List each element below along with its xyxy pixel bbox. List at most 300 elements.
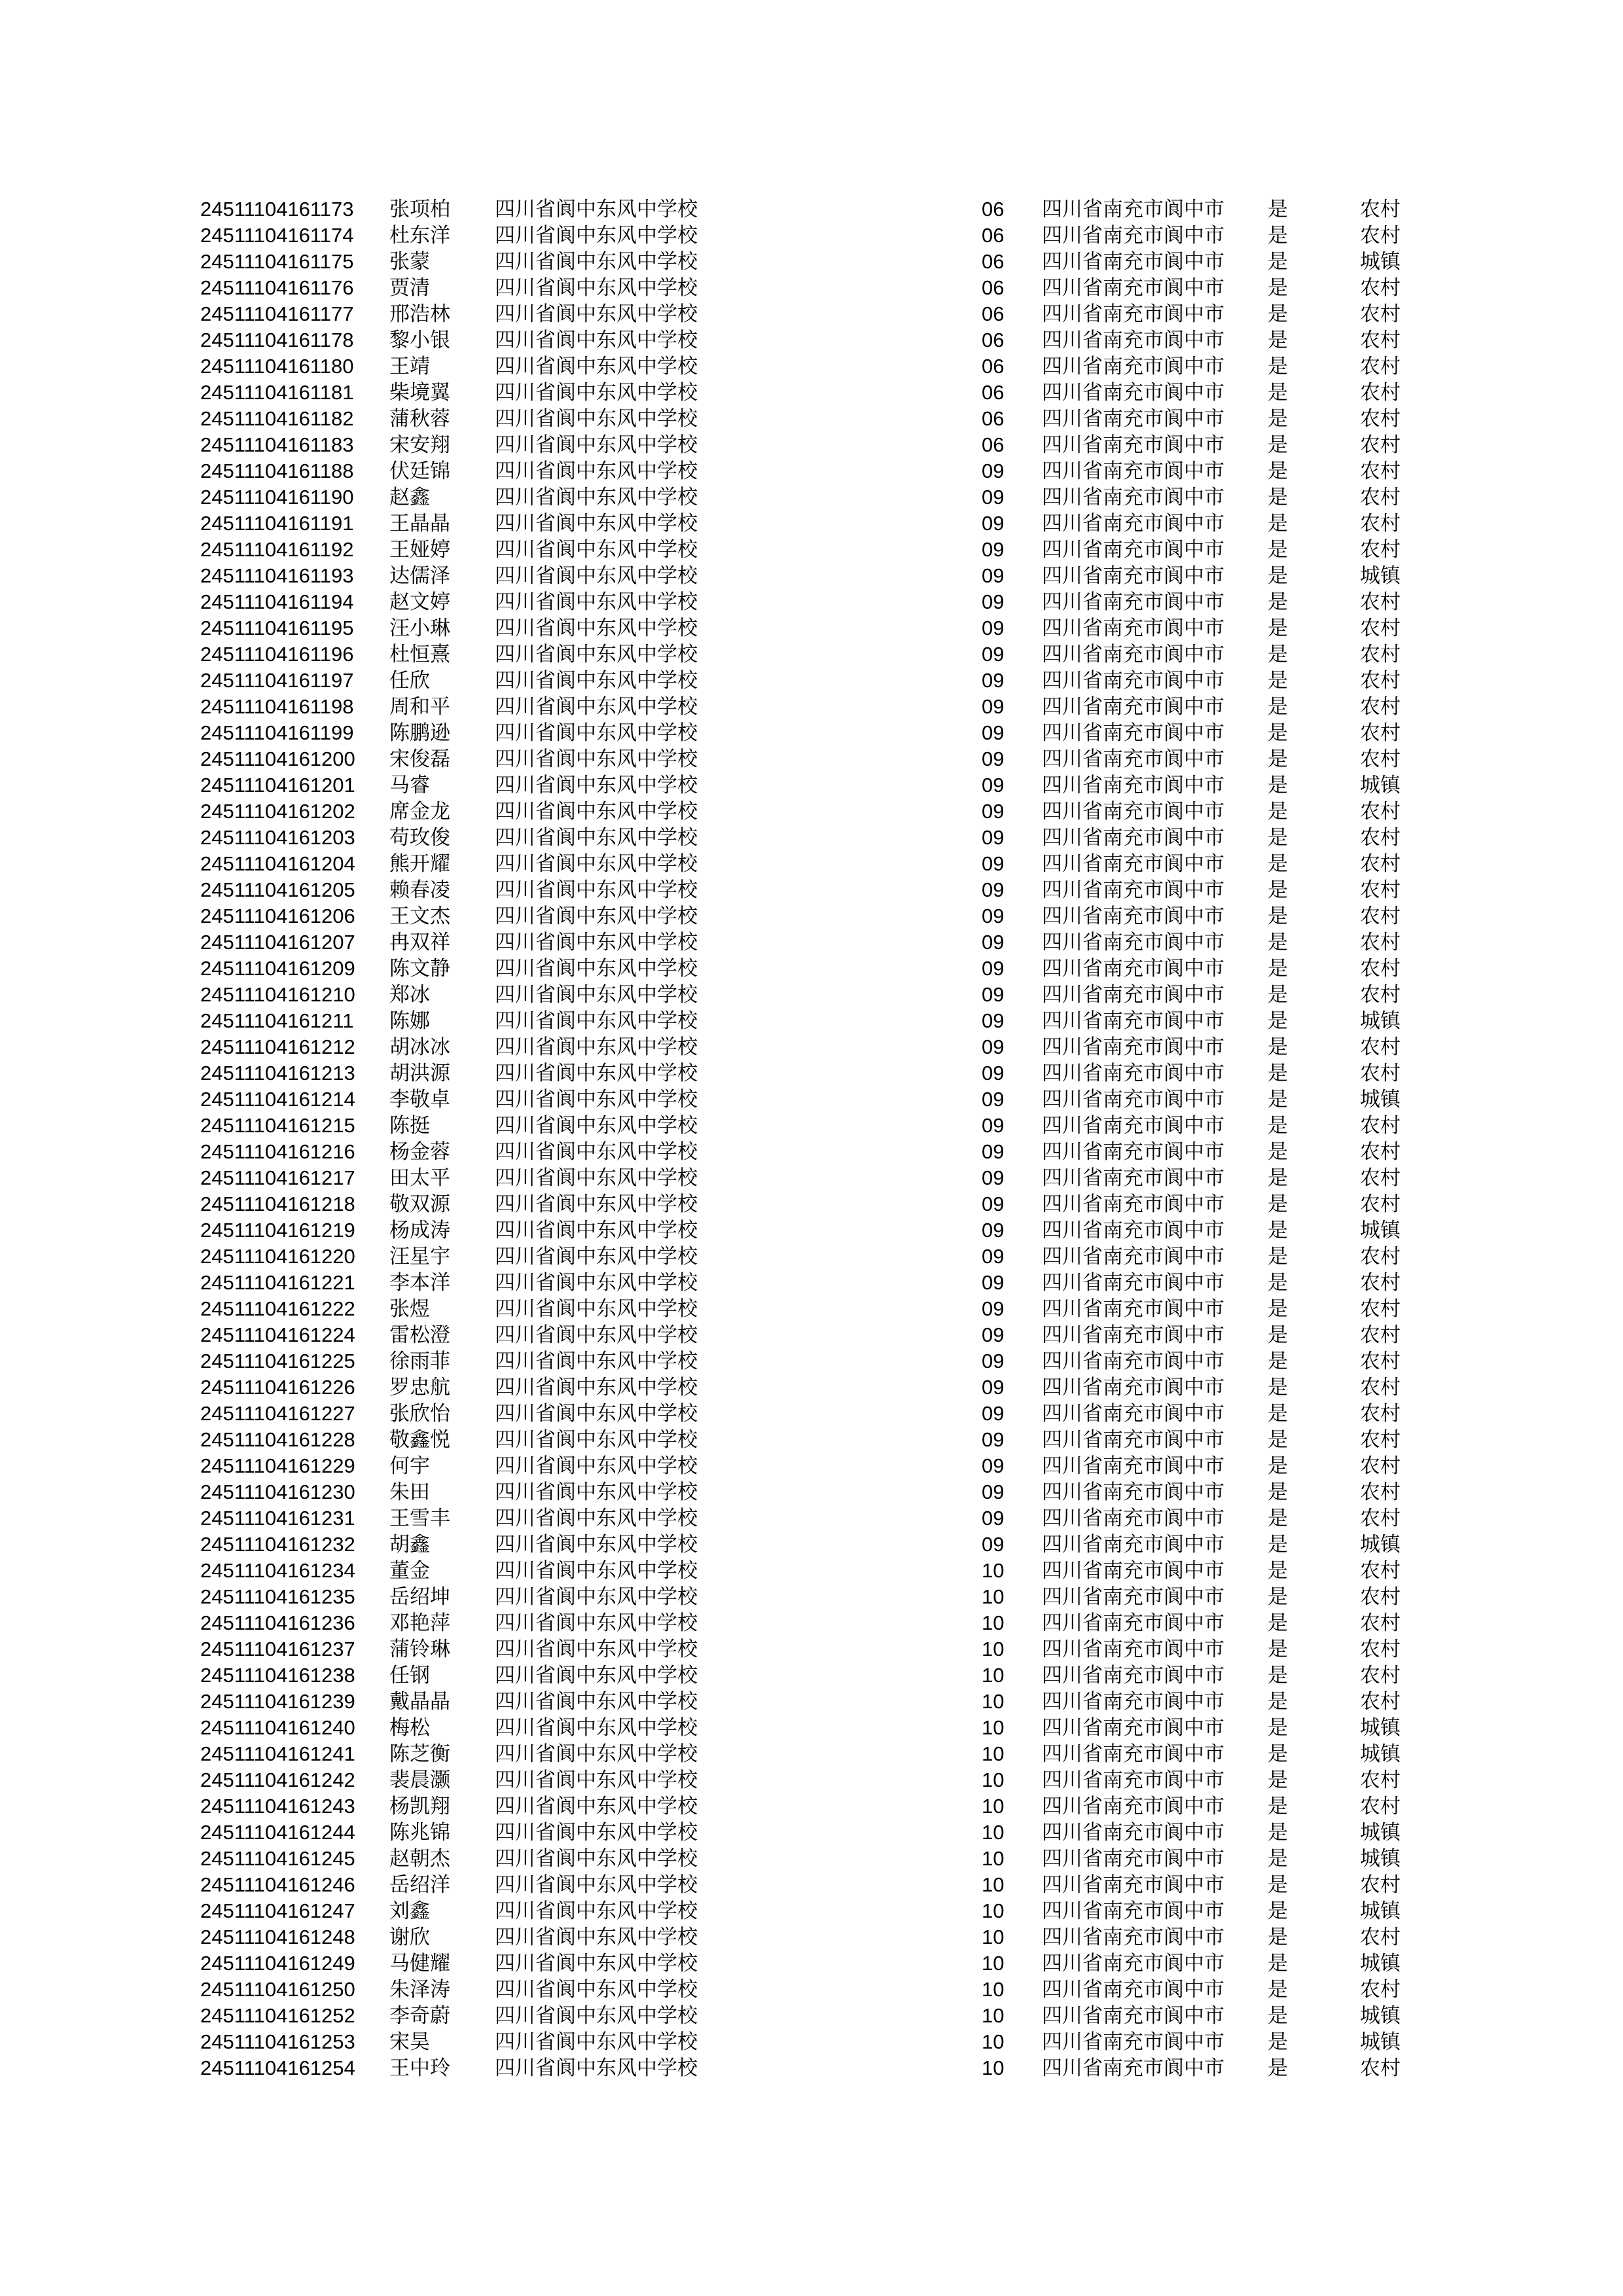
cell-student-name: 宋安翔	[389, 433, 450, 456]
cell-school-name: 四川省阆中东风中学校	[495, 224, 698, 247]
cell-student-name: 罗忠航	[389, 1376, 450, 1399]
cell-class-code: 09	[982, 1088, 1005, 1111]
table-row	[0, 1479, 1623, 1505]
table-row	[0, 327, 1623, 353]
cell-confirmed-flag: 是	[1268, 669, 1288, 692]
cell-exam-id: 24511104161221	[200, 1271, 355, 1294]
cell-city-name: 四川省南充市阆中市	[1042, 852, 1224, 875]
cell-exam-id: 24511104161248	[200, 1926, 355, 1948]
cell-student-name: 何宇	[389, 1454, 430, 1477]
cell-class-code: 09	[982, 800, 1005, 823]
cell-class-code: 10	[982, 1952, 1005, 1975]
table-row	[0, 1270, 1623, 1296]
cell-school-name: 四川省阆中东风中学校	[495, 1009, 698, 1032]
cell-confirmed-flag: 是	[1268, 1088, 1288, 1111]
cell-student-name: 汪小琳	[389, 617, 450, 639]
cell-class-code: 09	[982, 1454, 1005, 1477]
table-row	[0, 537, 1623, 563]
cell-residence-type: 农村	[1360, 590, 1400, 613]
cell-confirmed-flag: 是	[1268, 1480, 1288, 1503]
cell-confirmed-flag: 是	[1268, 643, 1288, 666]
table-row	[0, 877, 1623, 903]
table-row	[0, 1296, 1623, 1322]
cell-residence-type: 农村	[1360, 1507, 1400, 1530]
cell-student-name: 李敬卓	[389, 1088, 450, 1111]
cell-city-name: 四川省南充市阆中市	[1042, 1323, 1224, 1346]
cell-city-name: 四川省南充市阆中市	[1042, 826, 1224, 849]
cell-school-name: 四川省阆中东风中学校	[495, 1454, 698, 1477]
cell-exam-id: 24511104161236	[200, 1611, 355, 1634]
cell-exam-id: 24511104161209	[200, 957, 355, 980]
cell-school-name: 四川省阆中东风中学校	[495, 878, 698, 901]
cell-confirmed-flag: 是	[1268, 1454, 1288, 1477]
cell-city-name: 四川省南充市阆中市	[1042, 1009, 1224, 1032]
cell-school-name: 四川省阆中东风中学校	[495, 1899, 698, 1922]
cell-school-name: 四川省阆中东风中学校	[495, 774, 698, 797]
table-row	[0, 1217, 1623, 1244]
cell-residence-type: 农村	[1360, 721, 1400, 744]
cell-class-code: 10	[982, 2030, 1005, 2053]
table-row	[0, 1532, 1623, 1558]
table-row	[0, 1872, 1623, 1898]
cell-residence-type: 农村	[1360, 1245, 1400, 1268]
cell-city-name: 四川省南充市阆中市	[1042, 2030, 1224, 2053]
cell-class-code: 09	[982, 905, 1005, 927]
cell-school-name: 四川省阆中东风中学校	[495, 198, 698, 221]
cell-residence-type: 农村	[1360, 1664, 1400, 1687]
cell-student-name: 汪星宇	[389, 1245, 450, 1268]
cell-exam-id: 24511104161246	[200, 1873, 355, 1896]
cell-confirmed-flag: 是	[1268, 1009, 1288, 1032]
cell-city-name: 四川省南充市阆中市	[1042, 905, 1224, 927]
cell-school-name: 四川省阆中东风中学校	[495, 957, 698, 980]
cell-student-name: 贾清	[389, 276, 430, 299]
cell-student-name: 陈文静	[389, 957, 450, 980]
cell-residence-type: 农村	[1360, 1454, 1400, 1477]
cell-residence-type: 农村	[1360, 512, 1400, 535]
cell-exam-id: 24511104161216	[200, 1140, 355, 1163]
cell-residence-type: 农村	[1360, 433, 1400, 456]
cell-city-name: 四川省南充市阆中市	[1042, 1166, 1224, 1189]
cell-exam-id: 24511104161240	[200, 1716, 355, 1739]
cell-student-name: 戴晶晶	[389, 1690, 450, 1713]
cell-school-name: 四川省阆中东风中学校	[495, 302, 698, 325]
table-row	[0, 1086, 1623, 1113]
cell-residence-type: 农村	[1360, 617, 1400, 639]
cell-confirmed-flag: 是	[1268, 2030, 1288, 2053]
table-row	[0, 1244, 1623, 1270]
cell-confirmed-flag: 是	[1268, 1899, 1288, 1922]
cell-residence-type: 农村	[1360, 1768, 1400, 1791]
table-row	[0, 956, 1623, 982]
cell-city-name: 四川省南充市阆中市	[1042, 407, 1224, 430]
table-row	[0, 458, 1623, 484]
table-row	[0, 2055, 1623, 2081]
cell-residence-type: 农村	[1360, 1795, 1400, 1818]
cell-residence-type: 农村	[1360, 1140, 1400, 1163]
table-row	[0, 825, 1623, 851]
table-row	[0, 1374, 1623, 1401]
cell-residence-type: 农村	[1360, 459, 1400, 482]
cell-student-name: 雷松澄	[389, 1323, 450, 1346]
cell-exam-id: 24511104161245	[200, 1847, 355, 1870]
cell-residence-type: 城镇	[1360, 1952, 1400, 1975]
cell-city-name: 四川省南充市阆中市	[1042, 1585, 1224, 1608]
table-row	[0, 380, 1623, 406]
cell-class-code: 09	[982, 1297, 1005, 1320]
cell-student-name: 杨凯翔	[389, 1795, 450, 1818]
cell-confirmed-flag: 是	[1268, 433, 1288, 456]
cell-residence-type: 农村	[1360, 1638, 1400, 1660]
cell-city-name: 四川省南充市阆中市	[1042, 1088, 1224, 1111]
cell-residence-type: 农村	[1360, 407, 1400, 430]
cell-city-name: 四川省南充市阆中市	[1042, 329, 1224, 351]
cell-school-name: 四川省阆中东风中学校	[495, 1664, 698, 1687]
cell-student-name: 胡冰冰	[389, 1035, 450, 1058]
cell-class-code: 09	[982, 1428, 1005, 1451]
cell-confirmed-flag: 是	[1268, 1035, 1288, 1058]
cell-residence-type: 城镇	[1360, 774, 1400, 797]
cell-student-name: 敬双源	[389, 1193, 450, 1215]
cell-exam-id: 24511104161217	[200, 1166, 355, 1189]
cell-residence-type: 农村	[1360, 355, 1400, 378]
cell-confirmed-flag: 是	[1268, 1350, 1288, 1372]
cell-school-name: 四川省阆中东风中学校	[495, 1978, 698, 2001]
cell-residence-type: 城镇	[1360, 1899, 1400, 1922]
cell-residence-type: 农村	[1360, 1166, 1400, 1189]
cell-class-code: 10	[982, 1664, 1005, 1687]
cell-class-code: 06	[982, 198, 1005, 221]
cell-student-name: 赖春凌	[389, 878, 450, 901]
table-row	[0, 353, 1623, 380]
cell-residence-type: 农村	[1360, 1873, 1400, 1896]
cell-school-name: 四川省阆中东风中学校	[495, 564, 698, 587]
table-row	[0, 1453, 1623, 1479]
table-row	[0, 2029, 1623, 2055]
cell-confirmed-flag: 是	[1268, 1638, 1288, 1660]
cell-confirmed-flag: 是	[1268, 1533, 1288, 1556]
cell-residence-type: 农村	[1360, 329, 1400, 351]
cell-city-name: 四川省南充市阆中市	[1042, 355, 1224, 378]
cell-confirmed-flag: 是	[1268, 1219, 1288, 1242]
cell-confirmed-flag: 是	[1268, 1664, 1288, 1687]
table-row	[0, 249, 1623, 275]
cell-class-code: 09	[982, 1245, 1005, 1268]
cell-class-code: 09	[982, 512, 1005, 535]
cell-exam-id: 24511104161194	[200, 590, 354, 613]
cell-exam-id: 24511104161192	[200, 538, 354, 561]
cell-student-name: 李奇蔚	[389, 2004, 450, 2027]
cell-residence-type: 农村	[1360, 1585, 1400, 1608]
cell-residence-type: 城镇	[1360, 1009, 1400, 1032]
table-row	[0, 1924, 1623, 1950]
table-row	[0, 746, 1623, 772]
cell-city-name: 四川省南充市阆中市	[1042, 1480, 1224, 1503]
cell-student-name: 王靖	[389, 355, 430, 378]
cell-class-code: 10	[982, 1585, 1005, 1608]
cell-exam-id: 24511104161211	[200, 1009, 354, 1032]
cell-student-name: 徐雨菲	[389, 1350, 450, 1372]
cell-class-code: 10	[982, 1559, 1005, 1582]
cell-student-name: 赵鑫	[389, 486, 430, 509]
cell-confirmed-flag: 是	[1268, 1507, 1288, 1530]
cell-class-code: 09	[982, 983, 1005, 1006]
cell-residence-type: 农村	[1360, 486, 1400, 509]
cell-residence-type: 农村	[1360, 878, 1400, 901]
cell-exam-id: 24511104161249	[200, 1952, 355, 1975]
cell-exam-id: 24511104161237	[200, 1638, 355, 1660]
cell-student-name: 达儒泽	[389, 564, 450, 587]
cell-student-name: 邓艳萍	[389, 1611, 450, 1634]
cell-school-name: 四川省阆中东风中学校	[495, 1245, 698, 1268]
cell-class-code: 09	[982, 1480, 1005, 1503]
cell-school-name: 四川省阆中东风中学校	[495, 1952, 698, 1975]
cell-student-name: 张欣怡	[389, 1402, 450, 1425]
cell-city-name: 四川省南充市阆中市	[1042, 643, 1224, 666]
cell-class-code: 10	[982, 1873, 1005, 1896]
cell-class-code: 09	[982, 852, 1005, 875]
cell-city-name: 四川省南充市阆中市	[1042, 1664, 1224, 1687]
cell-confirmed-flag: 是	[1268, 1114, 1288, 1137]
cell-class-code: 09	[982, 1193, 1005, 1215]
cell-school-name: 四川省阆中东风中学校	[495, 1821, 698, 1844]
cell-exam-id: 24511104161254	[200, 2056, 355, 2079]
table-row	[0, 1401, 1623, 1427]
cell-school-name: 四川省阆中东风中学校	[495, 1219, 698, 1242]
cell-residence-type: 农村	[1360, 983, 1400, 1006]
cell-exam-id: 24511104161199	[200, 721, 354, 744]
table-row	[0, 589, 1623, 615]
cell-exam-id: 24511104161214	[200, 1088, 355, 1111]
cell-residence-type: 城镇	[1360, 1742, 1400, 1765]
cell-school-name: 四川省阆中东风中学校	[495, 1297, 698, 1320]
cell-school-name: 四川省阆中东风中学校	[495, 1140, 698, 1163]
cell-city-name: 四川省南充市阆中市	[1042, 1716, 1224, 1739]
cell-residence-type: 农村	[1360, 905, 1400, 927]
table-row	[0, 275, 1623, 301]
cell-school-name: 四川省阆中东风中学校	[495, 1611, 698, 1634]
cell-school-name: 四川省阆中东风中学校	[495, 250, 698, 273]
cell-student-name: 刘鑫	[389, 1899, 430, 1922]
cell-school-name: 四川省阆中东风中学校	[495, 1768, 698, 1791]
cell-confirmed-flag: 是	[1268, 302, 1288, 325]
cell-city-name: 四川省南充市阆中市	[1042, 512, 1224, 535]
cell-school-name: 四川省阆中东风中学校	[495, 1402, 698, 1425]
table-row	[0, 511, 1623, 537]
cell-class-code: 10	[982, 1899, 1005, 1922]
cell-city-name: 四川省南充市阆中市	[1042, 198, 1224, 221]
cell-exam-id: 24511104161231	[200, 1507, 355, 1530]
cell-student-name: 苟玫俊	[389, 826, 450, 849]
cell-school-name: 四川省阆中东风中学校	[495, 1585, 698, 1608]
cell-exam-id: 24511104161229	[200, 1454, 355, 1477]
cell-class-code: 10	[982, 1690, 1005, 1713]
cell-exam-id: 24511104161197	[200, 669, 354, 692]
cell-confirmed-flag: 是	[1268, 1297, 1288, 1320]
cell-class-code: 09	[982, 957, 1005, 980]
cell-residence-type: 城镇	[1360, 2030, 1400, 2053]
table-row	[0, 720, 1623, 746]
cell-school-name: 四川省阆中东风中学校	[495, 1271, 698, 1294]
cell-city-name: 四川省南充市阆中市	[1042, 1899, 1224, 1922]
cell-residence-type: 农村	[1360, 1611, 1400, 1634]
cell-city-name: 四川省南充市阆中市	[1042, 302, 1224, 325]
cell-residence-type: 农村	[1360, 1402, 1400, 1425]
cell-student-name: 张煜	[389, 1297, 430, 1320]
cell-residence-type: 农村	[1360, 302, 1400, 325]
cell-city-name: 四川省南充市阆中市	[1042, 617, 1224, 639]
cell-city-name: 四川省南充市阆中市	[1042, 564, 1224, 587]
cell-school-name: 四川省阆中东风中学校	[495, 1716, 698, 1739]
cell-class-code: 10	[982, 1768, 1005, 1791]
cell-class-code: 06	[982, 407, 1005, 430]
cell-city-name: 四川省南充市阆中市	[1042, 1297, 1224, 1320]
cell-class-code: 09	[982, 878, 1005, 901]
cell-residence-type: 农村	[1360, 852, 1400, 875]
cell-confirmed-flag: 是	[1268, 931, 1288, 954]
cell-school-name: 四川省阆中东风中学校	[495, 747, 698, 770]
cell-school-name: 四川省阆中东风中学校	[495, 826, 698, 849]
table-row	[0, 1636, 1623, 1662]
table-row	[0, 223, 1623, 249]
table-row	[0, 982, 1623, 1008]
cell-residence-type: 农村	[1360, 1978, 1400, 2001]
cell-class-code: 09	[982, 643, 1005, 666]
cell-student-name: 王雪丰	[389, 1507, 450, 1530]
cell-residence-type: 城镇	[1360, 1533, 1400, 1556]
cell-student-name: 席金龙	[389, 800, 450, 823]
cell-exam-id: 24511104161252	[200, 2004, 355, 2027]
cell-class-code: 09	[982, 721, 1005, 744]
cell-residence-type: 城镇	[1360, 1088, 1400, 1111]
cell-city-name: 四川省南充市阆中市	[1042, 747, 1224, 770]
cell-exam-id: 24511104161235	[200, 1585, 355, 1608]
cell-class-code: 09	[982, 1402, 1005, 1425]
cell-student-name: 杜恒熹	[389, 643, 450, 666]
table-row	[0, 1427, 1623, 1453]
cell-student-name: 王娅婷	[389, 538, 450, 561]
cell-school-name: 四川省阆中东风中学校	[495, 1507, 698, 1530]
cell-student-name: 邢浩林	[389, 302, 450, 325]
cell-exam-id: 24511104161204	[200, 852, 355, 875]
cell-confirmed-flag: 是	[1268, 538, 1288, 561]
cell-confirmed-flag: 是	[1268, 1926, 1288, 1948]
cell-city-name: 四川省南充市阆中市	[1042, 224, 1224, 247]
cell-school-name: 四川省阆中东风中学校	[495, 590, 698, 613]
cell-city-name: 四川省南充市阆中市	[1042, 1952, 1224, 1975]
cell-student-name: 梅松	[389, 1716, 430, 1739]
cell-residence-type: 农村	[1360, 1193, 1400, 1215]
cell-city-name: 四川省南充市阆中市	[1042, 669, 1224, 692]
cell-school-name: 四川省阆中东风中学校	[495, 433, 698, 456]
cell-class-code: 06	[982, 250, 1005, 273]
cell-city-name: 四川省南充市阆中市	[1042, 1350, 1224, 1372]
cell-school-name: 四川省阆中东风中学校	[495, 905, 698, 927]
cell-student-name: 蒲铃琳	[389, 1638, 450, 1660]
cell-city-name: 四川省南充市阆中市	[1042, 1873, 1224, 1896]
cell-city-name: 四川省南充市阆中市	[1042, 1376, 1224, 1399]
cell-class-code: 09	[982, 1323, 1005, 1346]
cell-class-code: 09	[982, 669, 1005, 692]
cell-student-name: 谢欣	[389, 1926, 430, 1948]
cell-confirmed-flag: 是	[1268, 512, 1288, 535]
cell-confirmed-flag: 是	[1268, 1376, 1288, 1399]
cell-city-name: 四川省南充市阆中市	[1042, 800, 1224, 823]
cell-student-name: 陈挺	[389, 1114, 430, 1137]
cell-class-code: 09	[982, 1533, 1005, 1556]
table-row	[0, 1610, 1623, 1636]
table-row	[0, 1060, 1623, 1086]
cell-class-code: 09	[982, 590, 1005, 613]
table-row	[0, 1741, 1623, 1767]
cell-confirmed-flag: 是	[1268, 1690, 1288, 1713]
cell-class-code: 09	[982, 1219, 1005, 1242]
cell-confirmed-flag: 是	[1268, 590, 1288, 613]
table-row	[0, 798, 1623, 825]
cell-residence-type: 城镇	[1360, 2004, 1400, 2027]
cell-residence-type: 农村	[1360, 1297, 1400, 1320]
cell-exam-id: 24511104161215	[200, 1114, 355, 1137]
table-row	[0, 694, 1623, 720]
cell-class-code: 10	[982, 1716, 1005, 1739]
cell-city-name: 四川省南充市阆中市	[1042, 1978, 1224, 2001]
cell-class-code: 09	[982, 826, 1005, 849]
cell-student-name: 蒲秋蓉	[389, 407, 450, 430]
cell-student-name: 岳绍洋	[389, 1873, 450, 1896]
cell-confirmed-flag: 是	[1268, 1193, 1288, 1215]
table-row	[0, 903, 1623, 929]
cell-class-code: 09	[982, 1062, 1005, 1085]
cell-confirmed-flag: 是	[1268, 1795, 1288, 1818]
cell-residence-type: 农村	[1360, 1480, 1400, 1503]
cell-class-code: 10	[982, 1638, 1005, 1660]
table-row	[0, 484, 1623, 511]
cell-city-name: 四川省南充市阆中市	[1042, 486, 1224, 509]
cell-exam-id: 24511104161207	[200, 931, 355, 954]
cell-exam-id: 24511104161203	[200, 826, 355, 849]
cell-residence-type: 农村	[1360, 1690, 1400, 1713]
cell-student-name: 宋昊	[389, 2030, 430, 2053]
cell-confirmed-flag: 是	[1268, 1140, 1288, 1163]
cell-school-name: 四川省阆中东风中学校	[495, 407, 698, 430]
cell-student-name: 李本洋	[389, 1271, 450, 1294]
cell-residence-type: 城镇	[1360, 564, 1400, 587]
cell-city-name: 四川省南充市阆中市	[1042, 1690, 1224, 1713]
cell-school-name: 四川省阆中东风中学校	[495, 1062, 698, 1085]
cell-student-name: 朱泽涛	[389, 1978, 450, 2001]
cell-student-name: 张蒙	[389, 250, 430, 273]
cell-school-name: 四川省阆中东风中学校	[495, 1166, 698, 1189]
cell-student-name: 陈兆锦	[389, 1821, 450, 1844]
cell-residence-type: 农村	[1360, 1323, 1400, 1346]
cell-school-name: 四川省阆中东风中学校	[495, 1533, 698, 1556]
cell-residence-type: 城镇	[1360, 1847, 1400, 1870]
cell-residence-type: 农村	[1360, 643, 1400, 666]
cell-residence-type: 农村	[1360, 1376, 1400, 1399]
cell-residence-type: 农村	[1360, 1035, 1400, 1058]
cell-class-code: 09	[982, 459, 1005, 482]
cell-confirmed-flag: 是	[1268, 721, 1288, 744]
cell-class-code: 10	[982, 1742, 1005, 1765]
cell-exam-id: 24511104161227	[200, 1402, 355, 1425]
cell-exam-id: 24511104161193	[200, 564, 354, 587]
cell-confirmed-flag: 是	[1268, 1716, 1288, 1739]
cell-student-name: 敬鑫悦	[389, 1428, 450, 1451]
table-row	[0, 1767, 1623, 1793]
cell-city-name: 四川省南充市阆中市	[1042, 931, 1224, 954]
cell-exam-id: 24511104161230	[200, 1480, 355, 1503]
cell-city-name: 四川省南充市阆中市	[1042, 1795, 1224, 1818]
